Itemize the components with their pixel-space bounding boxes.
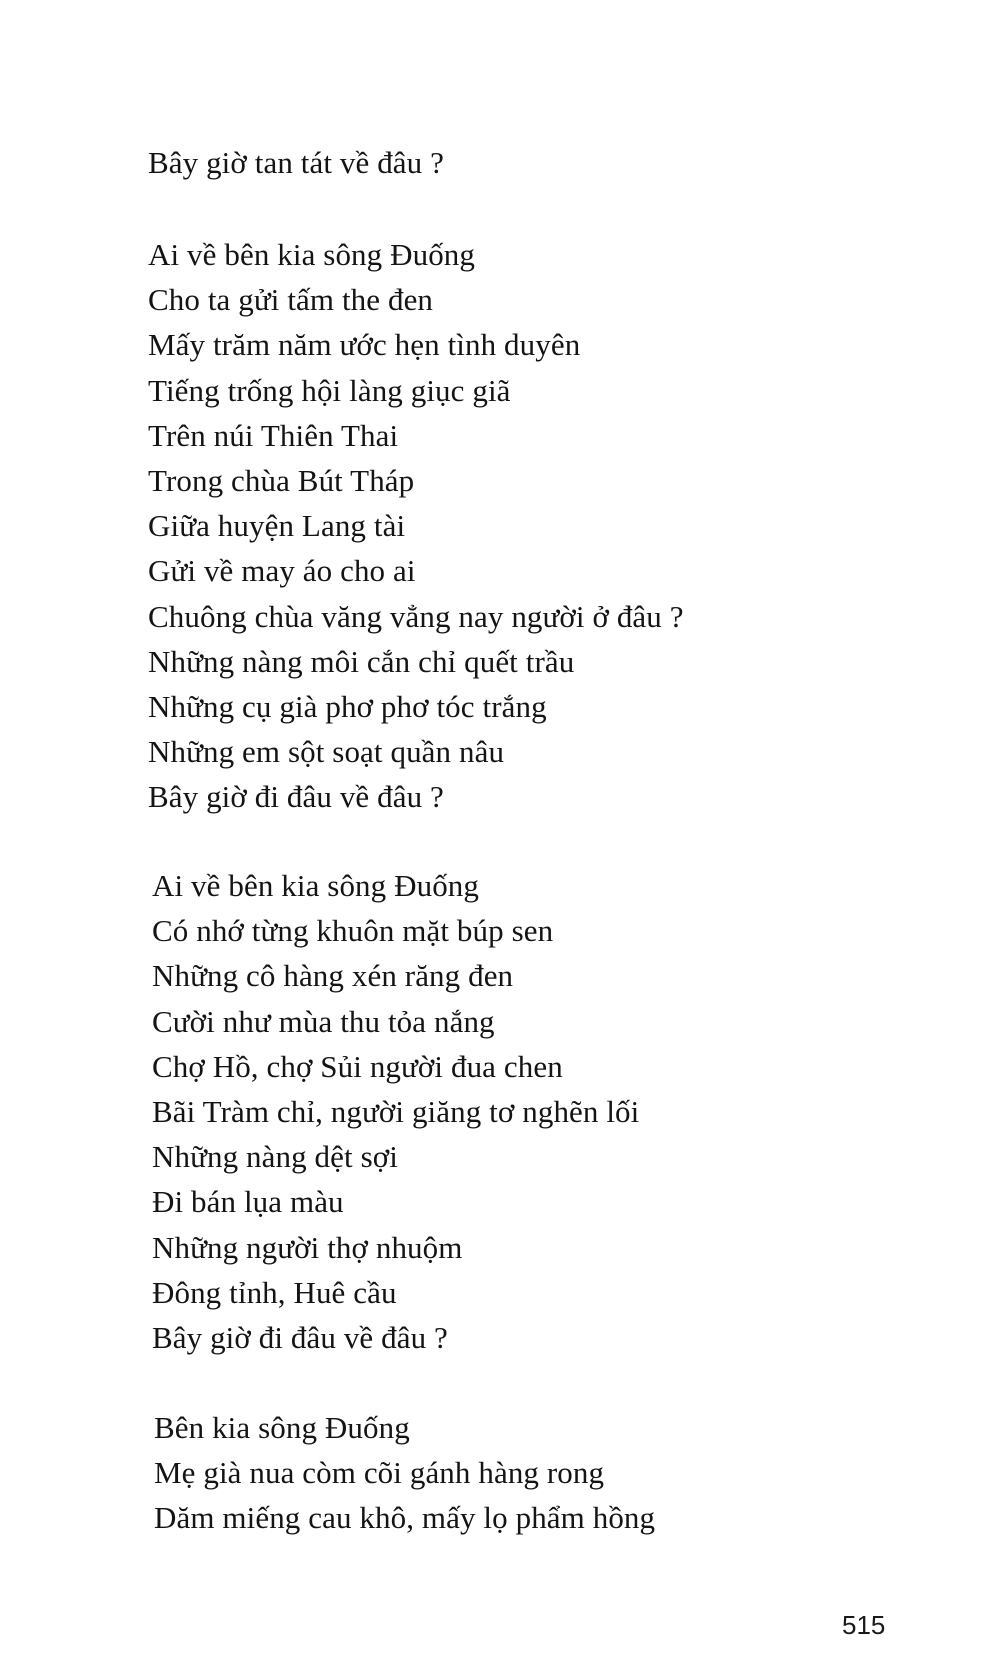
- poem-line: Bây giờ đi đâu về đâu ?: [148, 779, 444, 815]
- poem-line: Đông tỉnh, Huê cầu: [152, 1274, 397, 1310]
- poem-line: Bãi Tràm chỉ, người giăng tơ nghẽn lối: [152, 1093, 640, 1129]
- poem-line: Những nàng môi cắn chỉ quết trầu: [148, 643, 575, 679]
- poem-line: Trong chùa Bút Tháp: [148, 462, 415, 498]
- poem-line: Những người thợ nhuộm: [152, 1229, 463, 1265]
- stanza: [148, 232, 684, 819]
- poem-line: Những cô hàng xén răng đen: [152, 958, 514, 994]
- poem-line: Những nàng dệt sợi: [152, 1139, 398, 1175]
- poem-line: Mẹ già nua còm cõi gánh hàng rong: [154, 1455, 605, 1491]
- stanza: [154, 1405, 655, 1541]
- poem-line: Dăm miếng cau khô, mấy lọ phẩm hồng: [154, 1500, 656, 1536]
- stanza: [152, 863, 639, 1360]
- poem-line: Những cụ già phơ phơ tóc trắng: [148, 688, 547, 724]
- poem-line: Giữa huyện Lang tài: [148, 508, 406, 544]
- poem-line: Gửi về may áo cho ai: [148, 553, 416, 589]
- poem-line: Ai về bên kia sông Đuống: [152, 868, 479, 903]
- poem-line: Có nhớ từng khuôn mặt búp sen: [152, 913, 554, 949]
- poem-line: Ai về bên kia sông Đuống: [148, 237, 475, 272]
- stanza: [148, 140, 444, 185]
- poem-line: Đi bán lụa màu: [152, 1184, 344, 1220]
- page-number: 515: [842, 1610, 886, 1640]
- poem-line: Những em sột soạt quần nâu: [148, 734, 505, 770]
- poem-line: Bây giờ đi đâu về đâu ?: [152, 1319, 448, 1355]
- poem-line: Chợ Hồ, chợ Sủi người đua chen: [152, 1048, 563, 1084]
- poem-line: Bên kia sông Đuống: [154, 1410, 410, 1445]
- poem-line: Chuông chùa văng vẳng nay người ở đâu ?: [148, 598, 684, 634]
- poem-line: Trên núi Thiên Thai: [148, 417, 399, 453]
- poem-line: Cười như mùa thu tỏa nắng: [152, 1003, 495, 1039]
- poem-line: Cho ta gửi tấm the đen: [148, 282, 434, 318]
- poem-line: Mấy trăm năm ước hẹn tình duyên: [148, 327, 581, 363]
- poem-line: Bây giờ tan tát về đâu ?: [148, 145, 444, 180]
- poem-line: Tiếng trống hội làng giục giã: [148, 372, 511, 408]
